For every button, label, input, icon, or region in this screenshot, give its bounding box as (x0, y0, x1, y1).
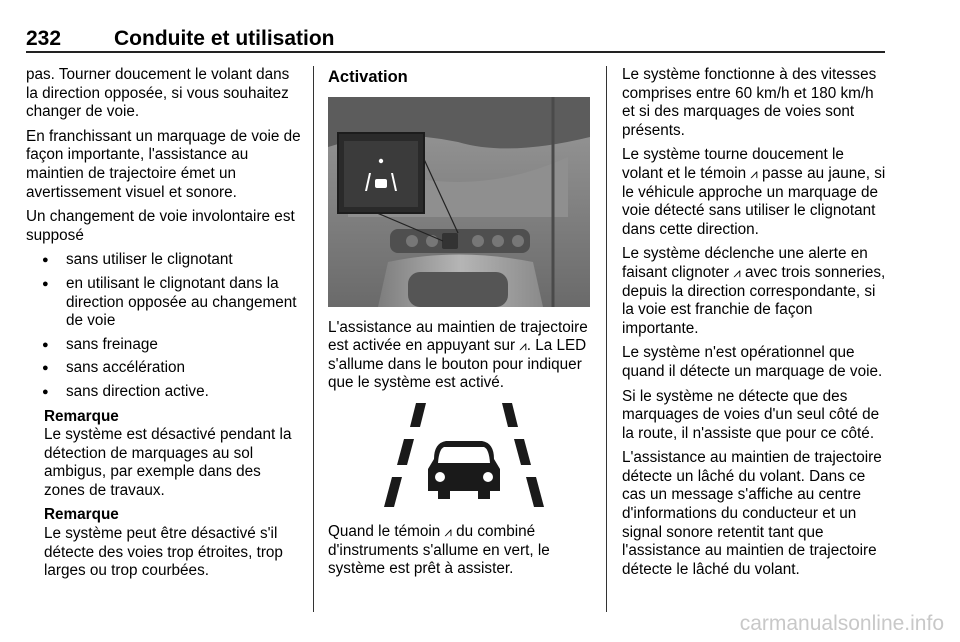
text-span: Le système tourne doucement le volant et le témoin (622, 146, 844, 182)
list-item: ● sans direction active. (26, 383, 301, 402)
paragraph: Un changement de voie involontaire est supposé (26, 208, 295, 244)
page-number: 232 (26, 27, 62, 50)
column-divider-2 (606, 66, 607, 612)
text-span: Quand le témoin (328, 522, 441, 540)
header-rule (26, 51, 885, 53)
paragraph: Si le système ne détecte que des marquages de voies d'un seul côté de la route, il n'assiste que pour ce côté. (622, 387, 880, 442)
paragraph (328, 319, 594, 393)
note-heading: Remarque (44, 506, 119, 524)
lane-keep-assist-symbol (364, 399, 564, 511)
text-span: . (526, 337, 531, 355)
lane-keep-assist-icon: ⩘ (750, 165, 758, 181)
column-left (26, 66, 301, 587)
text-span: avec trois sonneries, depuis la direction correspondante, si la voie est franchie de façon importante. (622, 263, 886, 337)
paragraph: pas. Tourner doucement le volant dans la direction opposée, si vous souhaitez changer de voie. (26, 66, 290, 121)
page-header (0, 0, 960, 52)
paragraph: Le système n'est opérationnel que quand il détecte un marquage de voie. (622, 344, 883, 380)
paragraph: L'assistance au maintien de trajectoire détecte un lâché du volant. Dans ce cas un message s'affiche au centre d'informations du conducteur et un signal sonore retentit tant que l'assistance au maintien de trajectoire détecte le lâché du volant. (622, 449, 882, 578)
section-title: Conduite et utilisation (114, 27, 335, 50)
bullet-list (26, 251, 301, 401)
lane-keep-assist-icon: ⩘ (733, 264, 741, 280)
lane-keep-assist-icon: ⩘ (519, 338, 527, 354)
paragraph: En franchissant un marquage de voie de façon importante, l'assistance au maintien de trajectoire émet un avertissement visuel et sonore. (26, 127, 301, 201)
column-right (622, 66, 888, 585)
paragraph (622, 245, 888, 338)
text-span: Le système déclenche une alerte en faisant clignoter (622, 245, 868, 281)
list-item: ● sans freinage (26, 336, 301, 355)
paragraph (328, 523, 594, 579)
dashboard-button-photo (328, 97, 590, 307)
note-text: Le système est désactivé pendant la détection de marquages au sol ambigus, par exemple dans des zones de travaux. (44, 426, 292, 499)
paragraph (622, 146, 888, 239)
paragraph: Le système fonctionne à des vitesses comprises entre 60 km/h et 180 km/h et si des marquages de voies sont présents. (622, 66, 877, 139)
text-span: du combiné d'instruments s'allume en vert, le système est prêt à assister. (328, 522, 550, 578)
list-item: ● en utilisant le clignotant dans la direction opposée au changement de voie (26, 275, 301, 331)
text-span: La LED s'allume dans le bouton pour indiquer que le système est activé. (328, 337, 587, 392)
section-heading: Activation (328, 68, 408, 86)
watermark: carmanualsonline.info (739, 612, 944, 635)
column-middle (328, 66, 594, 585)
note-text: Le système peut être désactivé s'il détecte des voies trop étroites, trop larges ou trop courbées. (44, 525, 283, 580)
column-divider-1 (313, 66, 314, 612)
note-heading: Remarque (44, 407, 119, 425)
lane-keep-assist-icon: ⩘ (444, 523, 452, 539)
text-span: L'assistance au maintien de trajectoire est activée en appuyant sur (328, 318, 588, 355)
list-item: ● sans accélération (26, 359, 301, 378)
text-span: passe au jaune, si le véhicule approche un marquage de voie détecté sans utiliser le clignotant dans cette direction. (622, 164, 886, 238)
list-item: ● sans utiliser le clignotant (26, 251, 301, 270)
note-block (26, 408, 301, 581)
